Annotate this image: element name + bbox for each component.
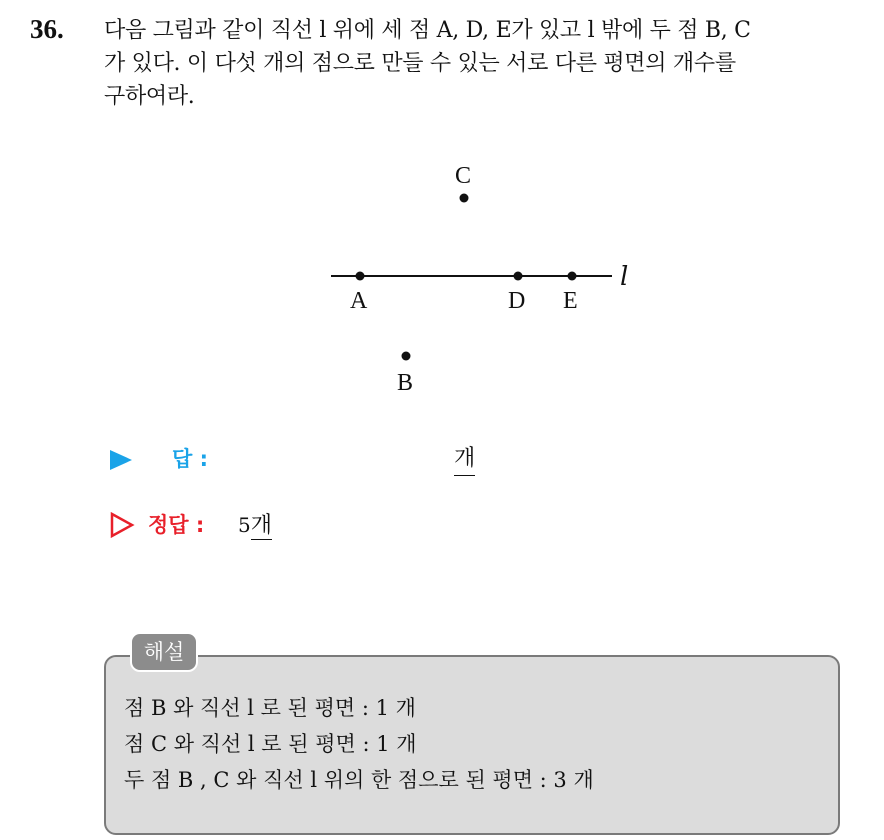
point-c-label: C [455, 163, 472, 189]
point-d-dot [514, 272, 523, 281]
point-b-dot [402, 352, 411, 361]
problem-text-line-1: 다음 그림과 같이 직선 l 위에 세 점 A, D, E가 있고 l 밖에 두 점 B, C [104, 18, 751, 43]
point-b-label: B [397, 370, 414, 396]
solution-line-3: 두 점 B , C 와 직선 l 위의 한 점으로 된 평면 : 3 개 [124, 768, 594, 792]
problem-text-line-2: 가 있다. 이 다섯 개의 점으로 만들 수 있는 서로 다른 평면의 개수를 [104, 51, 736, 76]
problem-text-line-3: 구하여라. [104, 84, 195, 109]
point-e-dot [568, 272, 577, 281]
point-e-label: E [563, 288, 578, 314]
answer-row [110, 442, 530, 478]
outline-triangle-icon [110, 512, 136, 538]
correct-answer-row [108, 508, 528, 544]
point-d-label: D [508, 288, 526, 314]
answer-unit: 개 [454, 444, 475, 476]
correct-unit: 개 [250, 513, 272, 538]
solution-title-tab: 해설 [130, 632, 198, 672]
correct-label: 정답 : [148, 513, 205, 537]
solution-line-2: 점 C 와 직선 l 로 된 평면 : 1 개 [124, 732, 417, 756]
answer-label: 답 : [172, 447, 208, 471]
point-a-dot [356, 272, 365, 281]
point-c-dot [460, 194, 469, 203]
solution-lines [124, 690, 824, 798]
point-a-label: A [350, 288, 368, 314]
solution-line-1: 점 B 와 직선 l 로 된 평면 : 1 개 [124, 696, 416, 720]
correct-number: 5 [238, 513, 251, 537]
line-l-label: l [620, 262, 629, 292]
problem-number: 36. [30, 14, 64, 44]
filled-triangle-icon [110, 450, 132, 470]
correct-value [238, 510, 272, 541]
